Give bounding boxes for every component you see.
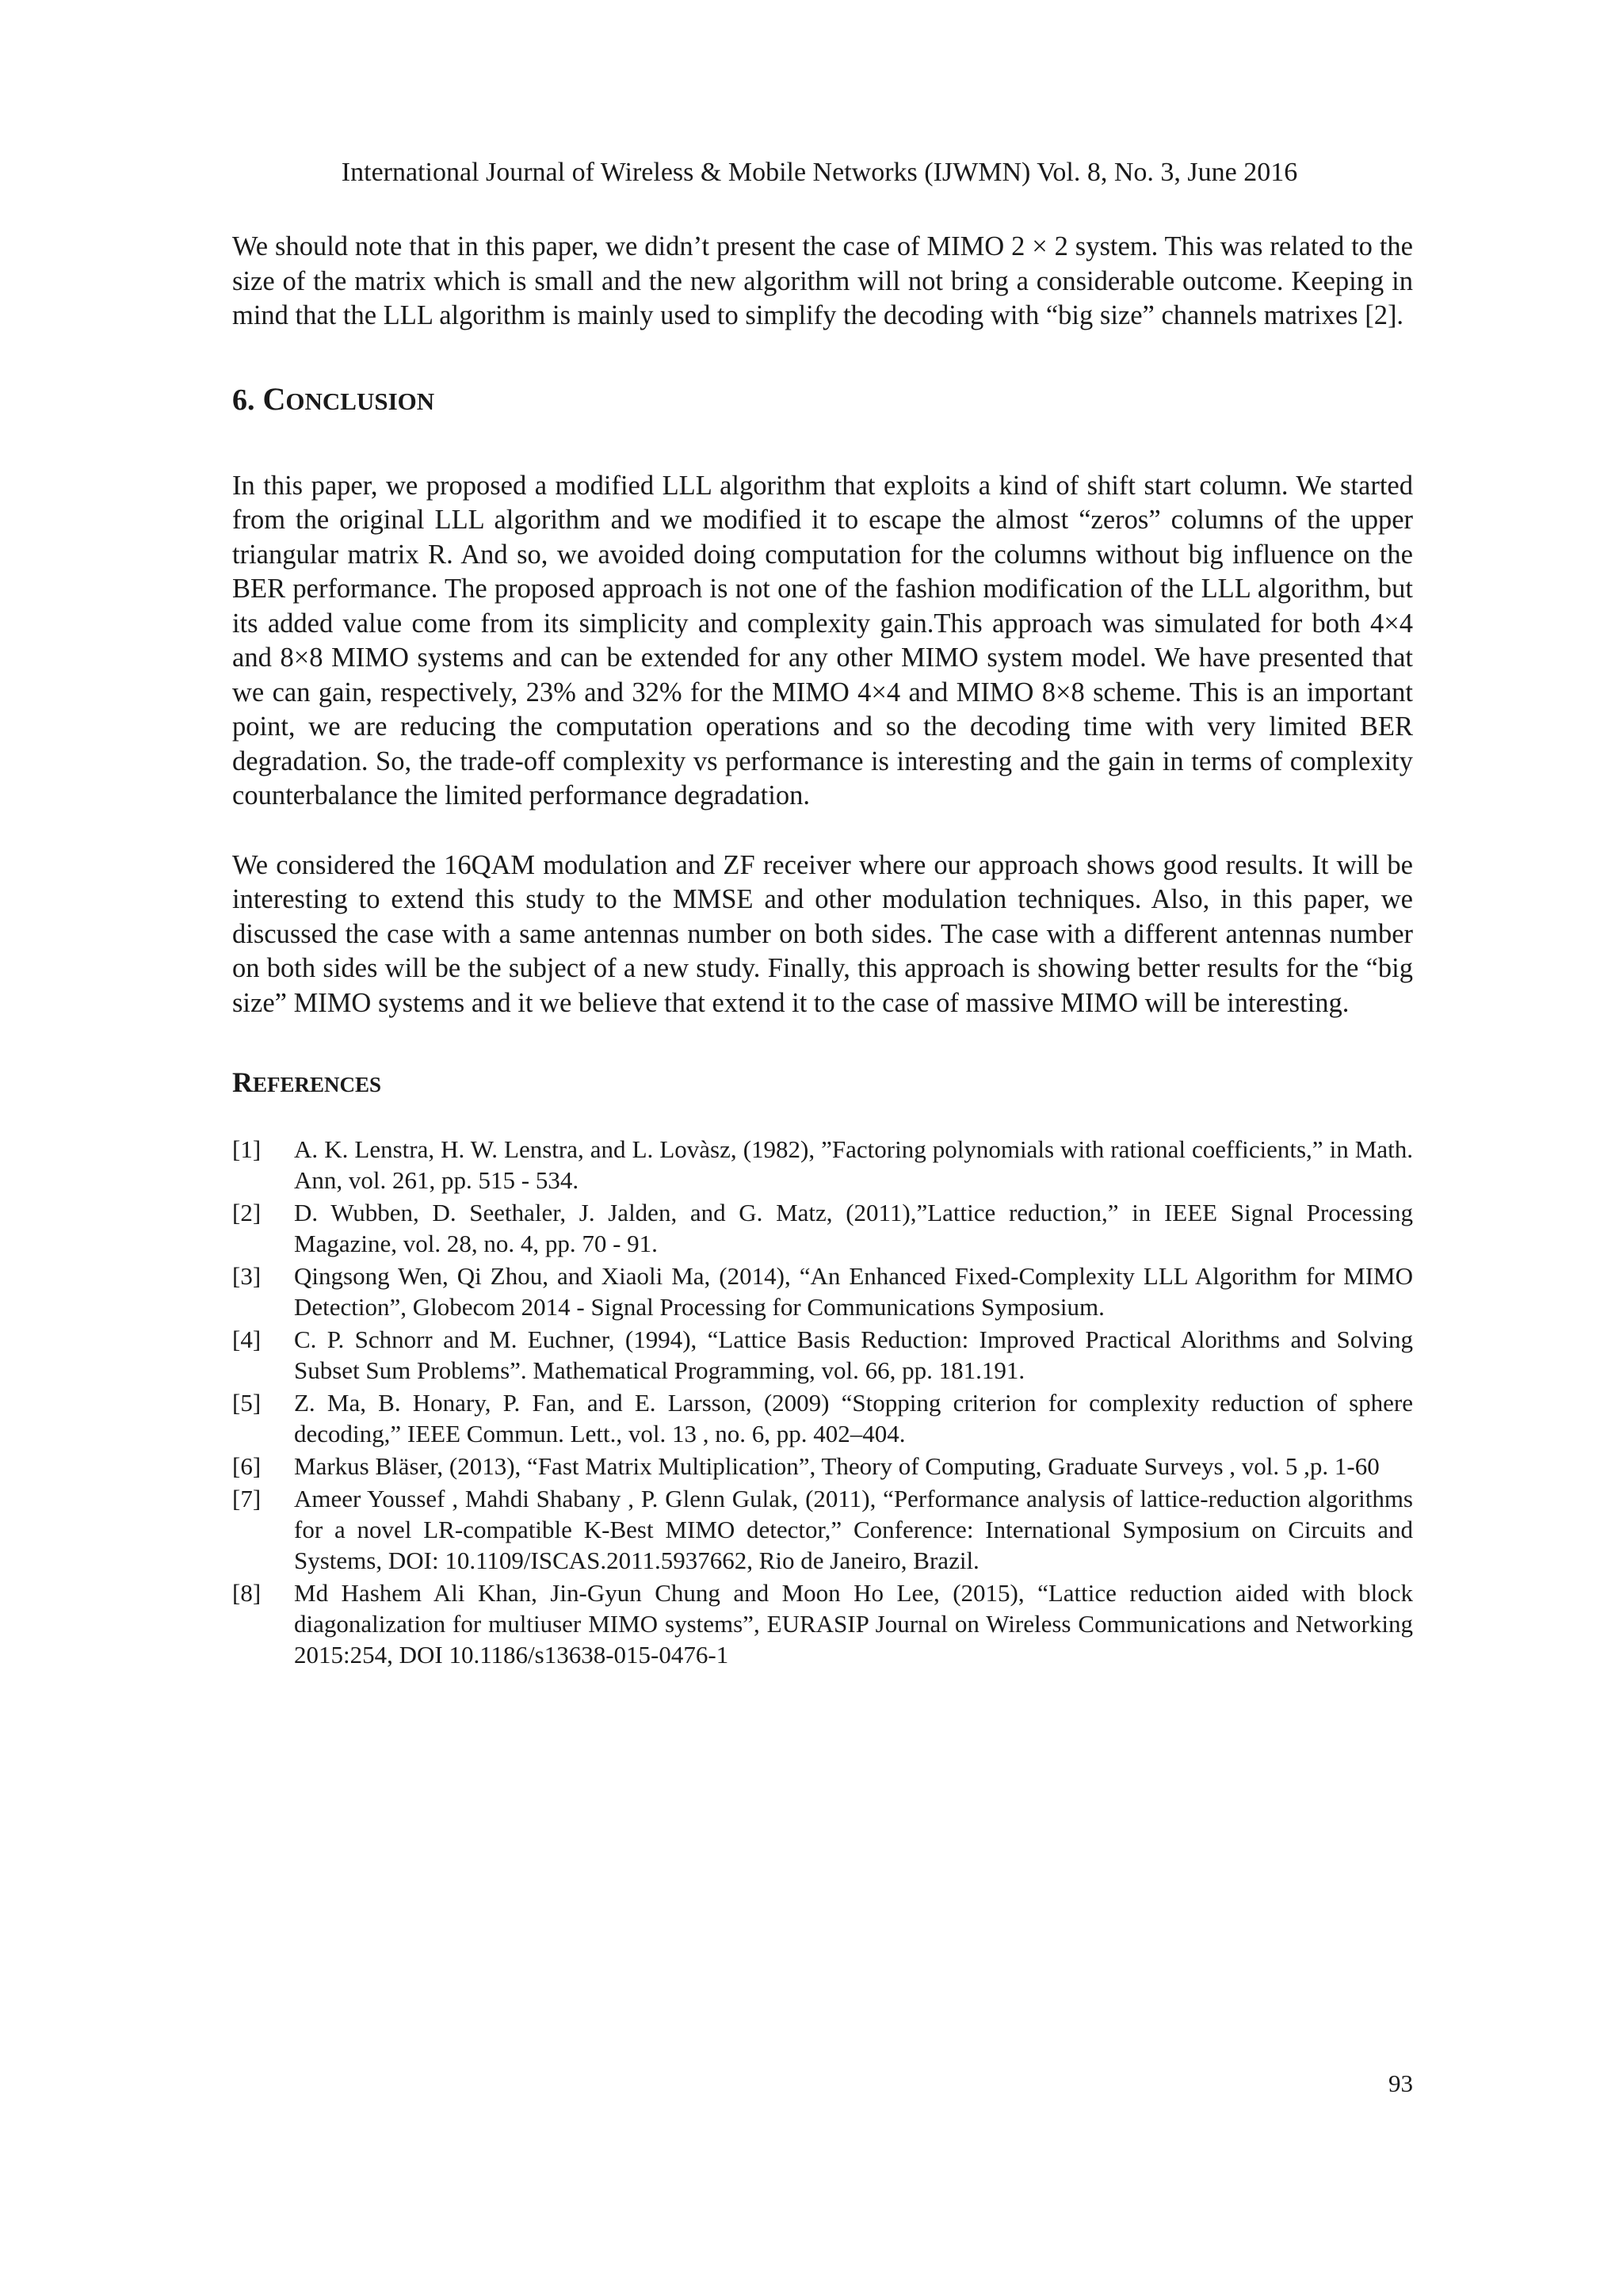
page-number: 93	[1388, 2069, 1413, 2097]
reference-text: A. K. Lenstra, H. W. Lenstra, and L. Lovàsz, (1982), ”Factoring polynomials with rational coefficients,” in Math. Ann, vol. 261, pp. 515 - 534.	[294, 1135, 1413, 1194]
reference-item	[232, 1483, 1413, 1576]
reference-label: [4]	[232, 1325, 262, 1353]
reference-item	[232, 1134, 1413, 1196]
reference-item	[232, 1387, 1413, 1449]
page-body	[232, 230, 1413, 1672]
reference-item	[232, 1577, 1413, 1670]
reference-text: Ameer Youssef , Mahdi Shabany , P. Glenn Gulak, (2011), “Performance analysis of lattice-reduction algorithms for a novel LR-compatible K-Best MIMO detector,” Conference: International Symposium on Circuits and Systems, DOI: 10.1109/ISCAS.2011.5937662, Rio de Janeiro, Brazil.	[294, 1485, 1413, 1574]
conclusion-paragraph-1: In this paper, we proposed a modified LLL algorithm that exploits a kind of shift start column. We started from the original LLL algorithm and we modified it to escape the almost “zeros” columns of the upper triangular matrix R. And so, we avoided doing computation for the columns without big influence on the BER performance. The proposed approach is not one of the fashion modification of the LLL algorithm, but its added value come from its simplicity and complexity gain.This approach was simulated for both 4×4 and 8×8 MIMO systems and can be extended for any other MIMO system model. We have presented that we can gain, respectively, 23% and 32% for the MIMO 4×4 and MIMO 8×8 scheme. This is an important point, we are reducing the computation operations and so the decoding time with very limited BER degradation. So, the trade-off complexity vs performance is interesting and the gain in terms of complexity counterbalance the limited performance degradation.	[232, 470, 1413, 810]
intro-paragraph: We should note that in this paper, we didn’t present the case of MIMO 2 × 2 system. This was related to the size of the matrix which is small and the new algorithm will not bring a considerable outcome. Keeping in mind that the LLL algorithm is mainly used to simplify the decoding with “big size” channels matrixes [2].	[232, 231, 1413, 330]
reference-text: Md Hashem Ali Khan, Jin-Gyun Chung and Moon Ho Lee, (2015), “Lattice reduction aided with block diagonalization for multiuser MIMO systems”, EURASIP Journal on Wireless Communications and Networking 2015:254, DOI 10.1186/s13638-015-0476-1	[294, 1579, 1413, 1669]
references-heading	[232, 1065, 1413, 1102]
reference-text: C. P. Schnorr and M. Euchner, (1994), “Lattice Basis Reduction: Improved Practical Alorithms and Solving Subset Sum Problems”. Mathematical Programming, vol. 66, pp. 181.191.	[294, 1325, 1413, 1384]
reference-item	[232, 1261, 1413, 1322]
reference-item	[232, 1451, 1413, 1482]
section-number: 6.	[232, 383, 255, 417]
reference-label: [6]	[232, 1452, 262, 1480]
reference-text: Qingsong Wen, Qi Zhou, and Xiaoli Ma, (2014), “An Enhanced Fixed-Complexity LLL Algorithm for MIMO Detection”, Globecom 2014 - Signal Processing for Communications Symposium.	[294, 1262, 1413, 1321]
reference-label: [1]	[232, 1135, 262, 1163]
section-title-rest: ONCLUSION	[285, 387, 435, 415]
section-title-initial: C	[262, 380, 286, 417]
references-title-rest: EFERENCES	[253, 1073, 382, 1097]
reference-item	[232, 1197, 1413, 1259]
reference-label: [8]	[232, 1579, 262, 1607]
reference-item	[232, 1324, 1413, 1386]
reference-text: Markus Bläser, (2013), “Fast Matrix Multiplication”, Theory of Computing, Graduate Surveys , vol. 5 ,p. 1-60	[294, 1452, 1380, 1480]
references-title-initial: R	[232, 1066, 253, 1098]
reference-label: [5]	[232, 1389, 262, 1417]
conclusion-heading	[232, 379, 1413, 421]
reference-label: [7]	[232, 1485, 262, 1512]
reference-list	[232, 1134, 1413, 1670]
running-header: International Journal of Wireless & Mobile Networks (IJWMN) Vol. 8, No. 3, June 2016	[341, 158, 1298, 187]
conclusion-paragraph-2: We considered the 16QAM modulation and ZF receiver where our approach shows good results. It will be interesting to extend this study to the MMSE and other modulation techniques. Also, in this paper, we discussed the case with a same antennas number on both sides. The case with a different antennas number on both sides will be the subject of a new study. Finally, this approach is showing better results for the “big size” MIMO systems and it we believe that extend it to the case of massive MIMO will be interesting.	[232, 849, 1413, 1018]
reference-label: [3]	[232, 1262, 262, 1290]
reference-text: D. Wubben, D. Seethaler, J. Jalden, and G. Matz, (2011),”Lattice reduction,” in IEEE Signal Processing Magazine, vol. 28, no. 4, pp. 70 - 91.	[294, 1199, 1413, 1257]
reference-label: [2]	[232, 1199, 262, 1226]
reference-text: Z. Ma, B. Honary, P. Fan, and E. Larsson, (2009) “Stopping criterion for complexity reduction of sphere decoding,” IEEE Commun. Lett., vol. 13 , no. 6, pp. 402–404.	[294, 1389, 1413, 1447]
